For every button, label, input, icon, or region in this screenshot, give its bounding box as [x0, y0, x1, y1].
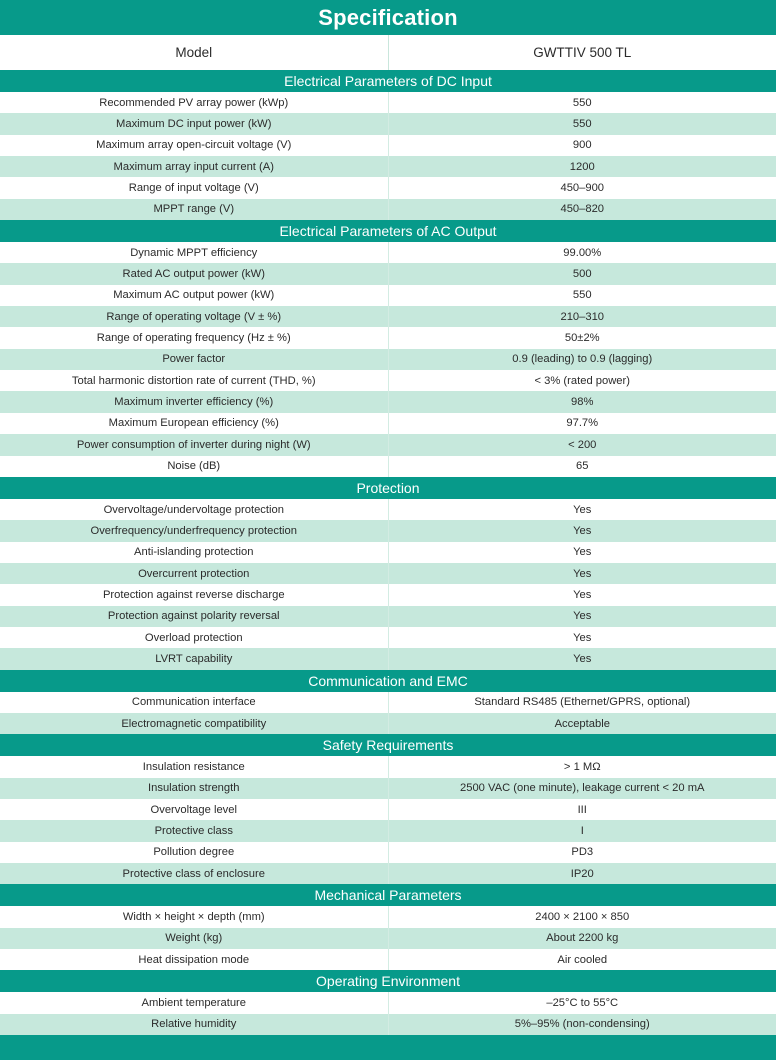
row-value: 550 [572, 289, 592, 302]
table-row [0, 563, 776, 584]
row-value: 50±2% [564, 332, 600, 345]
table-row [0, 370, 776, 391]
row-value: Yes [573, 567, 592, 580]
table-row [0, 156, 776, 177]
row-value: 2400 × 2100 × 850 [535, 911, 630, 924]
row-label: Overvoltage/undervoltage protection [0, 499, 389, 520]
row-value: 99.00% [563, 246, 602, 259]
table-row [0, 349, 776, 370]
row-label: Pollution degree [0, 842, 389, 863]
section-header: Safety Requirements [0, 734, 776, 756]
row-value: Yes [573, 503, 592, 516]
table-row [0, 842, 776, 863]
bottom-bar [0, 1035, 776, 1060]
row-value: 210–310 [560, 310, 605, 323]
row-value: I [580, 824, 584, 837]
row-value: Yes [573, 588, 592, 601]
table-row [0, 113, 776, 134]
section-header: Communication and EMC [0, 670, 776, 692]
page-title: Specification [0, 0, 776, 35]
row-value: 2500 VAC (one minute), leakage current < 20 mA [460, 782, 705, 795]
table-row [0, 756, 776, 777]
model-label: Model [0, 35, 389, 70]
row-value: Yes [573, 610, 592, 623]
row-label: Range of operating frequency (Hz ± %) [0, 327, 389, 348]
table-row [0, 199, 776, 220]
table-row [0, 499, 776, 520]
row-label: Insulation strength [0, 778, 389, 799]
table-row [0, 992, 776, 1013]
row-label: Maximum inverter efficiency (%) [0, 391, 389, 412]
table-row [0, 778, 776, 799]
table-row [0, 242, 776, 263]
model-value: GWTTIV 500 TL [533, 45, 632, 60]
row-value: 550 [572, 118, 592, 131]
table-row [0, 285, 776, 306]
row-value: 0.9 (leading) to 0.9 (lagging) [512, 353, 653, 366]
row-label: MPPT range (V) [0, 199, 389, 220]
table-row [0, 135, 776, 156]
row-label: Protective class [0, 820, 389, 841]
row-label: Protective class of enclosure [0, 863, 389, 884]
row-label: Recommended PV array power (kWp) [0, 92, 389, 113]
row-label: Total harmonic distortion rate of current (THD, %) [0, 370, 389, 391]
table-row [0, 391, 776, 412]
section-header: Electrical Parameters of AC Output [0, 220, 776, 242]
table-row [0, 584, 776, 605]
table-row [0, 606, 776, 627]
table-row [0, 928, 776, 949]
row-value: PD3 [571, 846, 594, 859]
table-row [0, 648, 776, 669]
row-value: Yes [573, 631, 592, 644]
row-value: III [577, 803, 587, 816]
row-label: Protection against polarity reversal [0, 606, 389, 627]
row-value: Yes [573, 546, 592, 559]
row-label: Communication interface [0, 692, 389, 713]
table-row [0, 820, 776, 841]
row-label: Protection against reverse discharge [0, 584, 389, 605]
row-label: Maximum array input current (A) [0, 156, 389, 177]
table-row [0, 92, 776, 113]
row-value: Yes [573, 524, 592, 537]
row-label: Maximum array open-circuit voltage (V) [0, 135, 389, 156]
row-label: Maximum AC output power (kW) [0, 285, 389, 306]
row-label: Range of input voltage (V) [0, 177, 389, 198]
row-label: Dynamic MPPT efficiency [0, 242, 389, 263]
row-value: IP20 [570, 867, 594, 880]
section-header: Electrical Parameters of DC Input [0, 70, 776, 92]
table-row [0, 263, 776, 284]
table-row [0, 627, 776, 648]
table-row [0, 542, 776, 563]
row-label: Overvoltage level [0, 799, 389, 820]
row-value: About 2200 kg [546, 932, 619, 945]
section-header: Mechanical Parameters [0, 884, 776, 906]
section-header: Operating Environment [0, 970, 776, 992]
row-label: Range of operating voltage (V ± %) [0, 306, 389, 327]
row-label: Overfrequency/underfrequency protection [0, 520, 389, 541]
row-label: Overcurrent protection [0, 563, 389, 584]
row-label: Noise (dB) [0, 456, 389, 477]
table-row [0, 1014, 776, 1035]
row-label: Maximum European efficiency (%) [0, 413, 389, 434]
row-label: Electromagnetic compatibility [0, 713, 389, 734]
table-row [0, 799, 776, 820]
row-label: Power consumption of inverter during night (W) [0, 434, 389, 455]
row-value: Acceptable [554, 717, 610, 730]
row-value: 550 [572, 96, 592, 109]
row-label: Heat dissipation mode [0, 949, 389, 970]
row-label: Maximum DC input power (kW) [0, 113, 389, 134]
row-value: < 3% (rated power) [534, 374, 630, 387]
row-value: 900 [572, 139, 592, 152]
table-row [0, 520, 776, 541]
row-label: Power factor [0, 349, 389, 370]
table-row [0, 327, 776, 348]
table-row [0, 713, 776, 734]
section-header: Protection [0, 477, 776, 499]
row-value: Standard RS485 (Ethernet/GPRS, optional) [474, 696, 691, 709]
row-label: Overload protection [0, 627, 389, 648]
table-row [0, 949, 776, 970]
row-label: Weight (kg) [0, 928, 389, 949]
row-value: 98% [571, 396, 594, 409]
row-label: Rated AC output power (kW) [0, 263, 389, 284]
table-row [0, 413, 776, 434]
row-label: LVRT capability [0, 648, 389, 669]
row-value: 5%–95% (non-condensing) [514, 1018, 650, 1031]
table-row [0, 863, 776, 884]
row-value: < 200 [568, 438, 597, 451]
row-label: Relative humidity [0, 1014, 389, 1035]
table-row [0, 177, 776, 198]
table-row [0, 456, 776, 477]
row-value: 450–820 [560, 203, 605, 216]
row-label: Insulation resistance [0, 756, 389, 777]
table-row [0, 434, 776, 455]
row-label: Width × height × depth (mm) [0, 906, 389, 927]
row-value: > 1 MΩ [563, 760, 601, 773]
row-value: –25°C to 55°C [546, 997, 619, 1010]
table-row [0, 692, 776, 713]
table-row [0, 906, 776, 927]
table-row [0, 306, 776, 327]
row-value: Air cooled [557, 953, 608, 966]
row-label: Anti-islanding protection [0, 542, 389, 563]
row-value: 1200 [569, 160, 595, 173]
row-value: 65 [576, 460, 589, 473]
model-row [0, 35, 776, 70]
row-value: 97.7% [566, 417, 599, 430]
row-value: Yes [573, 652, 592, 665]
row-label: Ambient temperature [0, 992, 389, 1013]
row-value: 450–900 [560, 182, 605, 195]
row-value: 500 [572, 268, 592, 281]
